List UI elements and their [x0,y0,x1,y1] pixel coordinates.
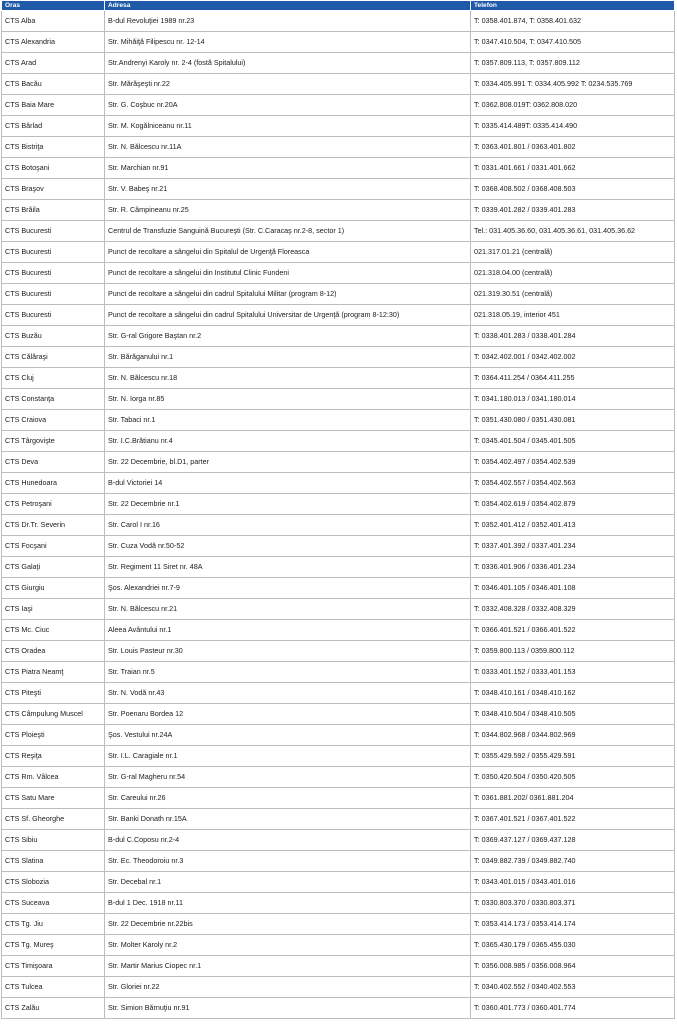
table-row [2,557,675,578]
table-row [2,956,675,977]
cell-oras: CTS Piatra Neamţ [2,662,105,683]
cell-oras: CTS Satu Mare [2,788,105,809]
cell-oras: CTS Reşiţa [2,746,105,767]
cell-oras: CTS Craiova [2,410,105,431]
cell-adresa: Str. Marchian nr.91 [105,158,471,179]
table-row [2,935,675,956]
cell-adresa: Punct de recoltare a sângelui din Spitalul de Urgenţă Floreasca [105,242,471,263]
cell-oras: CTS Sf. Gheorghe [2,809,105,830]
table-row [2,494,675,515]
cell-adresa: Str. Louis Pasteur nr.30 [105,641,471,662]
cell-telefon: T: 0340.402.552 / 0340.402.553 [471,977,675,998]
cell-telefon: T: 0362.808.019T: 0362.808.020 [471,95,675,116]
cell-oras: CTS Galaţi [2,557,105,578]
table-row [2,263,675,284]
cell-adresa: Str. I.C.Brătianu nr.4 [105,431,471,452]
table-row [2,851,675,872]
cell-telefon: T: 0353.414.173 / 0353.414.174 [471,914,675,935]
table-row [2,641,675,662]
table-row [2,998,675,1019]
cell-telefon: T: 0346.401.105 / 0346.401.108 [471,578,675,599]
cell-adresa: Str. G. Coşbuc nr.20A [105,95,471,116]
cell-telefon: T: 0332.408.328 / 0332.408.329 [471,599,675,620]
cell-adresa: Str. I.L. Caragiale nr.1 [105,746,471,767]
table-row [2,452,675,473]
cell-oras: CTS Alba [2,11,105,32]
table-row [2,137,675,158]
cell-oras: CTS Arad [2,53,105,74]
cell-telefon: 021.317.01.21 (centrală) [471,242,675,263]
cell-adresa: B-dul C.Coposu nr.2-4 [105,830,471,851]
table-row [2,872,675,893]
table-row [2,11,675,32]
cell-telefon: T: 0354.402.557 / 0354.402.563 [471,473,675,494]
cell-telefon: T: 0361.881.202/ 0361.881.204 [471,788,675,809]
table-row [2,116,675,137]
cell-adresa: Str. Decebal nr.1 [105,872,471,893]
cell-telefon: T: 0366.401.521 / 0366.401.522 [471,620,675,641]
cell-adresa: Str. Mihăiţă Filipescu nr. 12-14 [105,32,471,53]
cell-telefon: T: 0347.410.504, T: 0347.410.505 [471,32,675,53]
table-body [2,11,675,1019]
table-row [2,200,675,221]
table-row [2,578,675,599]
cell-oras: CTS Iaşi [2,599,105,620]
cell-telefon: T: 0333.401.152 / 0333.401.153 [471,662,675,683]
cell-adresa: Str. 22 Decembrie nr.22bis [105,914,471,935]
cell-adresa: Str. Mărăşeşti nr.22 [105,74,471,95]
cell-oras: CTS Bucuresti [2,263,105,284]
table-row [2,221,675,242]
cell-telefon: T: 0334.405.991 T: 0334.405.992 T: 0234.535.769 [471,74,675,95]
cell-adresa: Punct de recoltare a sângelui din Institutul Clinic Fundeni [105,263,471,284]
cell-oras: CTS Focşani [2,536,105,557]
table-row [2,347,675,368]
cell-adresa: Str. M. Kogălniceanu nr.11 [105,116,471,137]
cell-telefon: T: 0349.882.739 / 0349.882.740 [471,851,675,872]
cell-adresa: B-dul Victoriei 14 [105,473,471,494]
cell-adresa: Str. Simion Bărnuţiu nr.91 [105,998,471,1019]
cell-adresa: B-dul 1 Dec. 1918 nr.11 [105,893,471,914]
cell-telefon: T: 0337.401.392 / 0337.401.234 [471,536,675,557]
cell-telefon: T: 0339.401.282 / 0339.401.283 [471,200,675,221]
cell-adresa: Str. Bărăganului nr.1 [105,347,471,368]
cell-telefon: T: 0336.401.906 / 0336.401.234 [471,557,675,578]
table-row [2,305,675,326]
cell-oras: CTS Piteşti [2,683,105,704]
table-row [2,284,675,305]
table-row [2,389,675,410]
table-row [2,53,675,74]
cell-oras: CTS Giurgiu [2,578,105,599]
cell-oras: CTS Braşov [2,179,105,200]
cell-telefon: T: 0359.800.113 / 0359.800.112 [471,641,675,662]
table-row [2,95,675,116]
cell-telefon: T: 0363.401.801 / 0363.401.802 [471,137,675,158]
cell-adresa: Str. 22 Decembrie, bl.D1, parter [105,452,471,473]
cell-telefon: T: 0338.401.283 / 0338.401.284 [471,326,675,347]
cell-oras: CTS Alexandria [2,32,105,53]
cell-oras: CTS Bucuresti [2,242,105,263]
cell-oras: CTS Brăila [2,200,105,221]
cell-adresa: Str. N. Vodă nr.43 [105,683,471,704]
cell-adresa: Str. Regiment 11 Siret nr. 48A [105,557,471,578]
cell-telefon: T: 0348.410.504 / 0348.410.505 [471,704,675,725]
cell-oras: CTS Oradea [2,641,105,662]
cell-oras: CTS Baia Mare [2,95,105,116]
table-row [2,431,675,452]
column-header-adresa: Adresa [105,1,471,11]
cell-telefon: T: 0356.008.985 / 0356.008.964 [471,956,675,977]
table-row [2,809,675,830]
cell-adresa: B-dul Revoluţiei 1989 nr.23 [105,11,471,32]
table-row [2,179,675,200]
cell-oras: CTS Târgovişte [2,431,105,452]
cell-telefon: T: 0367.401.521 / 0367.401.522 [471,809,675,830]
centers-table [1,0,675,1019]
cell-oras: CTS Mc. Ciuc [2,620,105,641]
cell-telefon: T: 0352.401.412 / 0352.401.413 [471,515,675,536]
cell-telefon: T: 0357.809.113, T: 0357.809.112 [471,53,675,74]
table-row [2,914,675,935]
cell-adresa: Aleea Avântului nr.1 [105,620,471,641]
table-row [2,767,675,788]
cell-telefon: T: 0330.803.370 / 0330.803.371 [471,893,675,914]
cell-telefon: T: 0344.802.968 / 0344.802.969 [471,725,675,746]
cell-adresa: Str. Martir Marius Ciopec nr.1 [105,956,471,977]
cell-telefon: T: 0364.411.254 / 0364.411.255 [471,368,675,389]
cell-adresa: Str. N. Bălcescu nr.21 [105,599,471,620]
table-row [2,683,675,704]
cell-telefon: T: 0343.401.015 / 0343.401.016 [471,872,675,893]
cell-adresa: Str. V. Babeş nr.21 [105,179,471,200]
cell-telefon: T: 0331.401.661 / 0331.401.662 [471,158,675,179]
cell-oras: CTS Buzău [2,326,105,347]
cell-adresa: Centrul de Transfuzie Sanguină Bucureşti (Str. C.Caracaş nr.2-8, sector 1) [105,221,471,242]
cell-oras: CTS Cluj [2,368,105,389]
table-row [2,242,675,263]
cell-oras: CTS Bucuresti [2,305,105,326]
cell-oras: CTS Bucuresti [2,284,105,305]
cell-oras: CTS Tg. Jiu [2,914,105,935]
cell-oras: CTS Hunedoara [2,473,105,494]
table-row [2,473,675,494]
cell-telefon: T: 0350.420.504 / 0350.420.505 [471,767,675,788]
cell-adresa: Str. N. Bălcescu nr.11A [105,137,471,158]
cell-oras: CTS Constanţa [2,389,105,410]
table-row [2,704,675,725]
cell-adresa: Str. Traian nr.5 [105,662,471,683]
table-row [2,788,675,809]
cell-telefon: T: 0355.429.592 / 0355.429.591 [471,746,675,767]
cell-adresa: Punct de recoltare a sângelui din cadrul Spitalului Universitar de Urgenţă (program 8-12:30) [105,305,471,326]
cell-oras: CTS Zalău [2,998,105,1019]
table-row [2,620,675,641]
cell-telefon: T: 0341.180.013 / 0341.180.014 [471,389,675,410]
cell-telefon: 021.319.30.51 (centrală) [471,284,675,305]
cell-adresa: Str. N. Iorga nr.85 [105,389,471,410]
cell-adresa: Str. G-ral Magheru nr.54 [105,767,471,788]
cell-telefon: T: 0360.401.773 / 0360.401.774 [471,998,675,1019]
cell-adresa: Str. Molter Karoly nr.2 [105,935,471,956]
cell-adresa: Str. G-ral Grigore Baştan nr.2 [105,326,471,347]
cell-oras: CTS Dr.Tr. Severin [2,515,105,536]
table-row [2,158,675,179]
cell-oras: CTS Timişoara [2,956,105,977]
cell-adresa: Str. Tabaci nr.1 [105,410,471,431]
table-row [2,893,675,914]
cell-adresa: Punct de recoltare a sângelui din cadrul Spitalului Militar (program 8-12) [105,284,471,305]
cell-oras: CTS Tg. Mureş [2,935,105,956]
table-row [2,977,675,998]
cell-oras: CTS Suceava [2,893,105,914]
column-header-oras: Oras [2,1,105,11]
cell-telefon: T: 0358.401.874, T: 0358.401.632 [471,11,675,32]
cell-adresa: Şos. Vestului nr.24A [105,725,471,746]
cell-oras: CTS Rm. Vâlcea [2,767,105,788]
cell-adresa: Str. R. Câmpineanu nr.25 [105,200,471,221]
cell-oras: CTS Sibiu [2,830,105,851]
cell-telefon: T: 0354.402.497 / 0354.402.539 [471,452,675,473]
cell-oras: CTS Ploieşti [2,725,105,746]
cell-adresa: Şos. Alexandriei nr.7-9 [105,578,471,599]
cell-telefon: T: 0351.430.080 / 0351.430.081 [471,410,675,431]
table-row [2,326,675,347]
cell-adresa: Str.Andrenyi Karoly nr. 2-4 (fostă Spitalului) [105,53,471,74]
cell-telefon: T: 0335.414.489T: 0335.414.490 [471,116,675,137]
cell-adresa: Str. Carol I nr.16 [105,515,471,536]
cell-oras: CTS Tulcea [2,977,105,998]
table-row [2,410,675,431]
table-row [2,662,675,683]
cell-telefon: T: 0369.437.127 / 0369.437.128 [471,830,675,851]
cell-telefon: Tel.: 031.405.36.60, 031.405.36.61, 031.405.36.62 [471,221,675,242]
cell-telefon: 021.318.05.19, interior 451 [471,305,675,326]
cell-adresa: Str. Ec. Theodoroiu nr.3 [105,851,471,872]
cell-telefon: T: 0348.410.161 / 0348.410.162 [471,683,675,704]
cell-oras: CTS Câmpulung Muscel [2,704,105,725]
cell-telefon: T: 0368.408.502 / 0368.408.503 [471,179,675,200]
table-row [2,32,675,53]
table-row [2,746,675,767]
cell-oras: CTS Slatina [2,851,105,872]
table-row [2,599,675,620]
cell-oras: CTS Botoşani [2,158,105,179]
table-row [2,515,675,536]
cell-oras: CTS Bârlad [2,116,105,137]
cell-oras: CTS Bacău [2,74,105,95]
cell-telefon: T: 0354.402.619 / 0354.402.879 [471,494,675,515]
table-header-row [2,1,675,11]
cell-telefon: 021.318.04.00 (centrală) [471,263,675,284]
cell-oras: CTS Călăraşi [2,347,105,368]
blood-transfusion-centers-table-page [1,0,674,1022]
table-row [2,830,675,851]
cell-telefon: T: 0342.402.001 / 0342.402.002 [471,347,675,368]
cell-adresa: Str. N. Bălcescu nr.18 [105,368,471,389]
cell-adresa: Str. Poenaru Bordea 12 [105,704,471,725]
cell-adresa: Str. Careului nr.26 [105,788,471,809]
cell-adresa: Str. Gloriei nr.22 [105,977,471,998]
cell-oras: CTS Bucuresti [2,221,105,242]
cell-telefon: T: 0365.430.179 / 0365.455.030 [471,935,675,956]
cell-telefon: T: 0345.401.504 / 0345.401.505 [471,431,675,452]
table-row [2,536,675,557]
cell-oras: CTS Petroşani [2,494,105,515]
cell-oras: CTS Deva [2,452,105,473]
cell-adresa: Str. 22 Decembrie nr.1 [105,494,471,515]
table-row [2,74,675,95]
cell-adresa: Str. Banki Donath nr.15A [105,809,471,830]
column-header-telefon: Telefon [471,1,675,11]
table-row [2,368,675,389]
table-row [2,725,675,746]
cell-oras: CTS Slobozia [2,872,105,893]
cell-oras: CTS Bistriţa [2,137,105,158]
cell-adresa: Str. Cuza Vodă nr.50-52 [105,536,471,557]
